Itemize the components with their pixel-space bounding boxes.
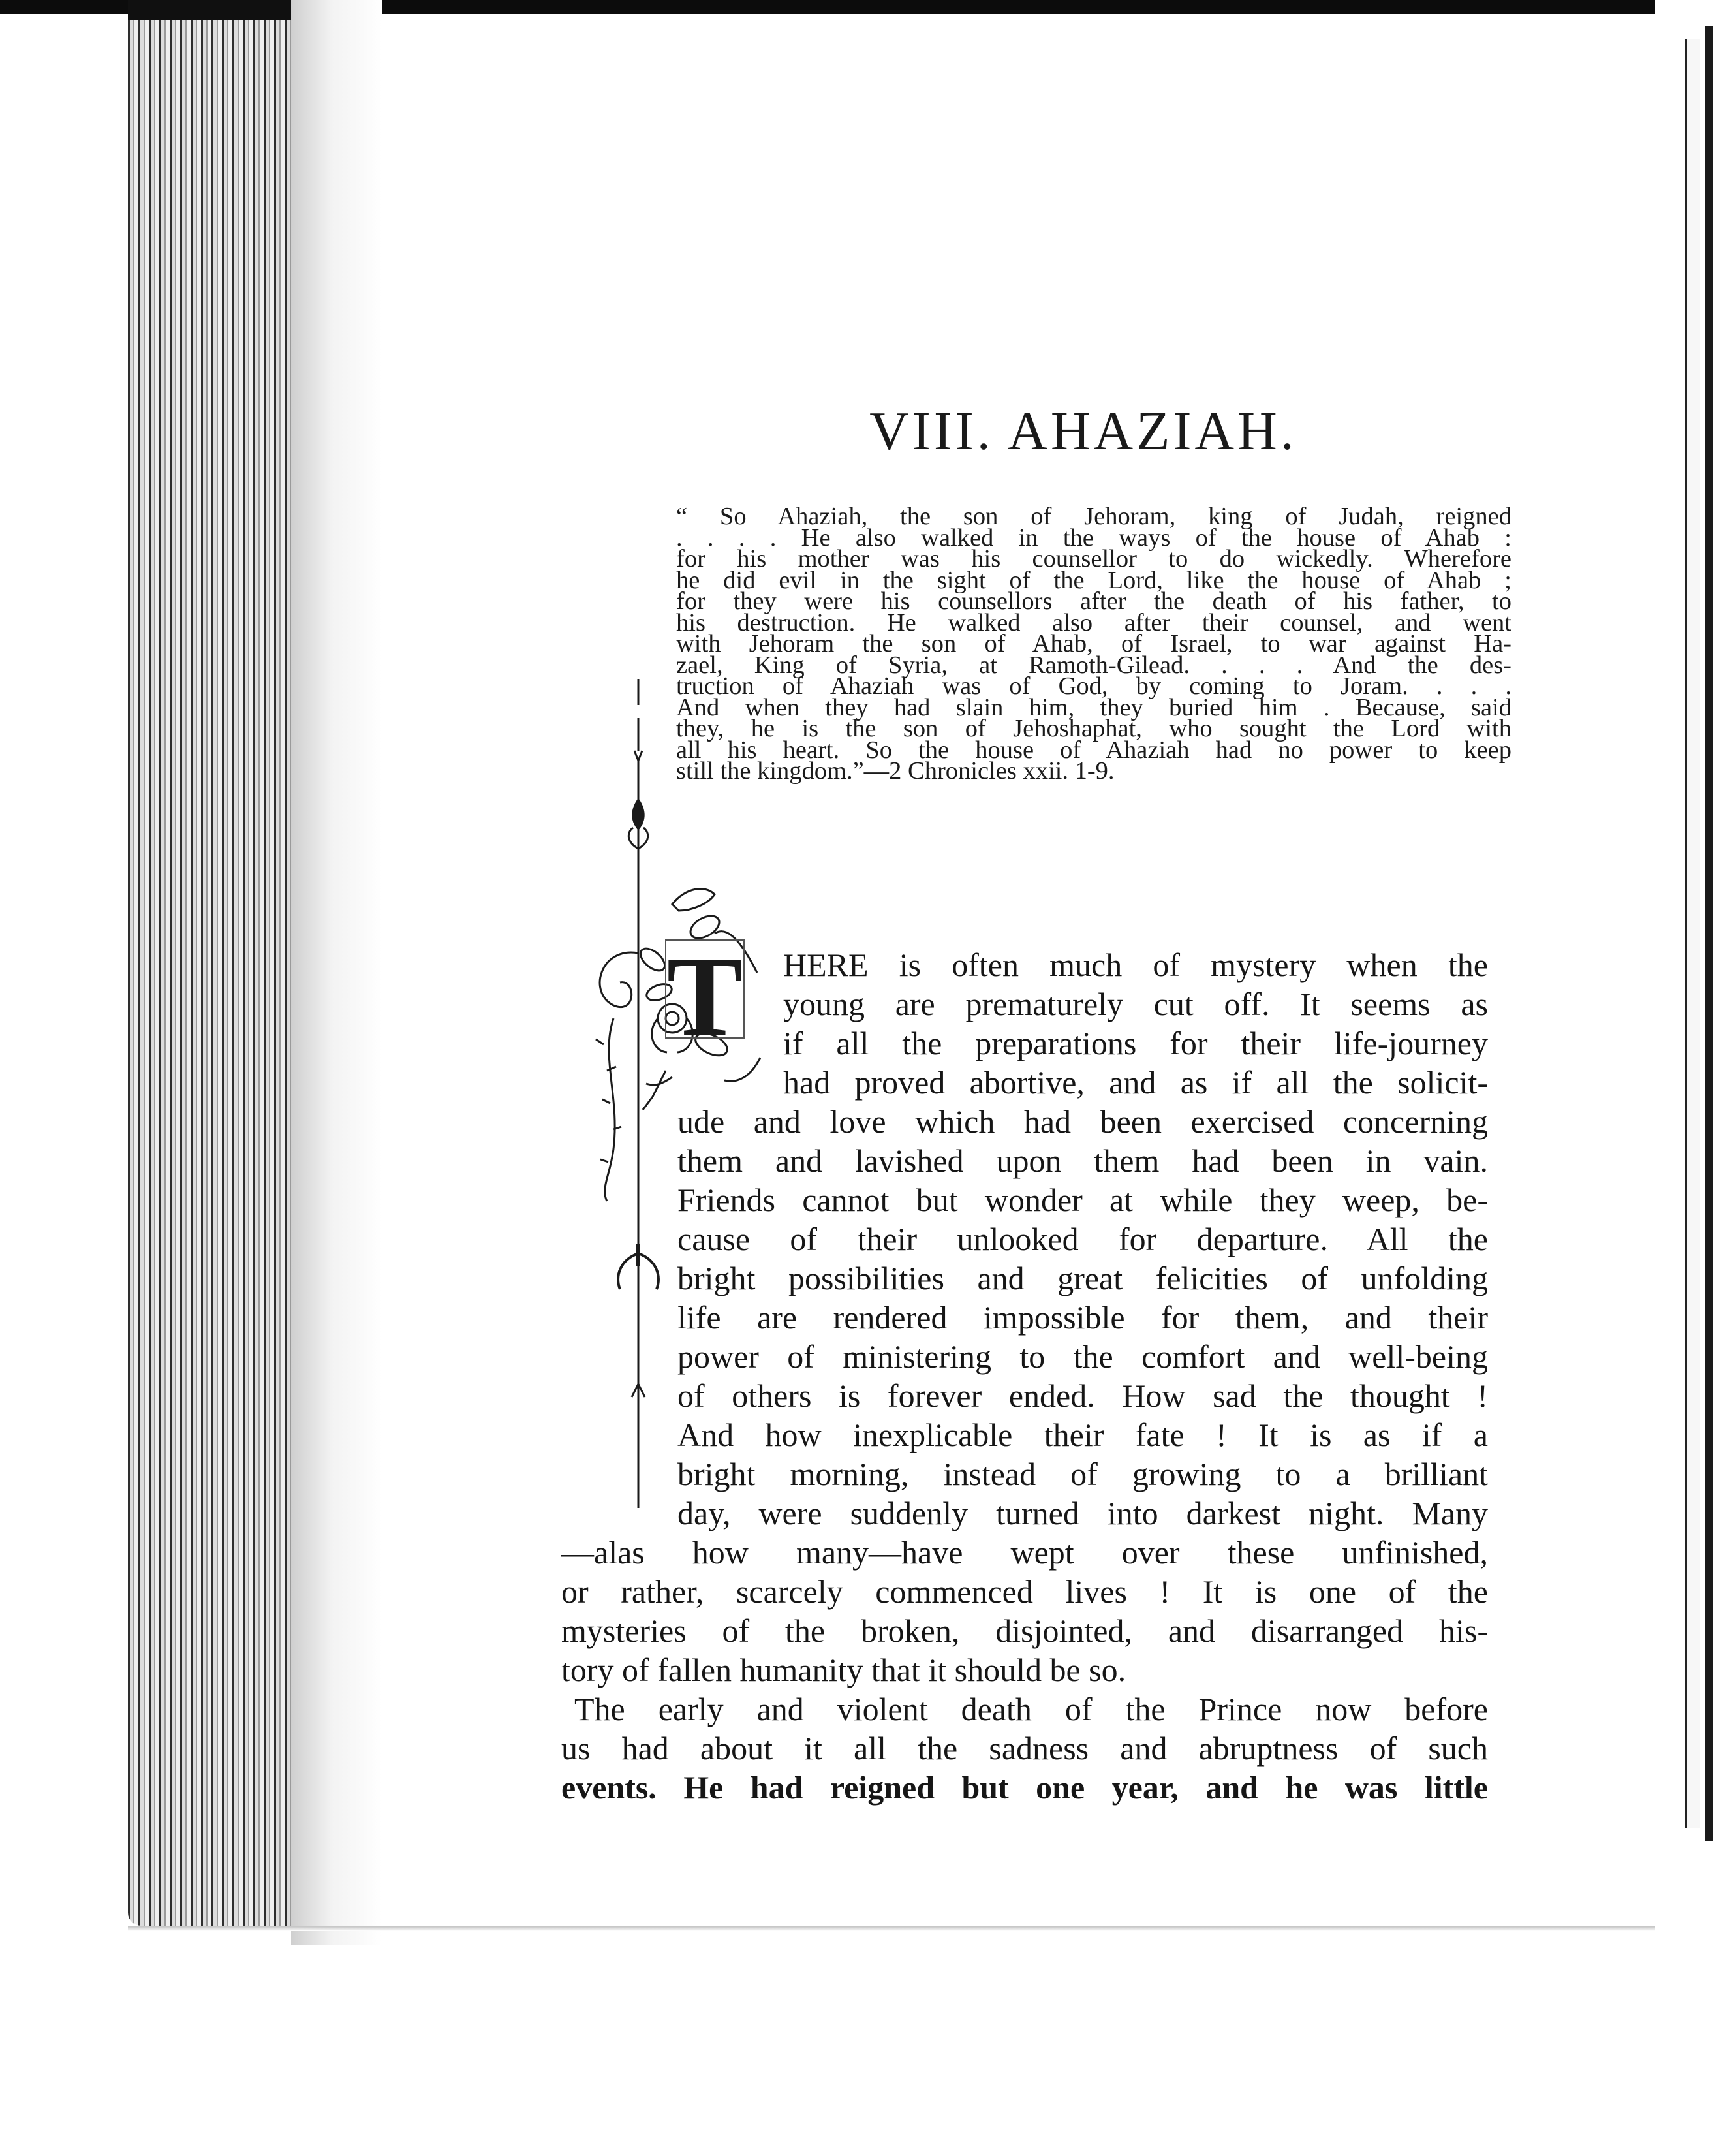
epigraph-line: with Jehoram the son of Ahab, of Israel, to war against Ha- <box>676 630 1511 657</box>
body-line: And how inexplicable their fate ! It is as if a <box>677 1417 1488 1453</box>
epigraph-line: he did evil in the sight of the Lord, like the house of Ahab ; <box>676 566 1511 594</box>
body-line: bright morning, instead of growing to a brilliant <box>677 1456 1488 1492</box>
body-line: mysteries of the broken, disjointed, and disarranged his- <box>561 1612 1488 1649</box>
epigraph-line: his destruction. He walked also after their counsel, and went <box>676 608 1511 636</box>
body-line: life are rendered impossible for them, and their <box>677 1299 1488 1336</box>
chapter-title: VIII. AHAZIAH. <box>869 401 1297 462</box>
scan-right-border <box>1705 26 1713 1841</box>
epigraph-line: “ So Ahaziah, the son of Jehoram, king of Judah, reigned <box>676 503 1511 530</box>
body-line: —alas how many—have wept over these unfinished, <box>561 1534 1488 1571</box>
page-bottom-shadow <box>128 1926 1655 1931</box>
epigraph-line: truction of Ahaziah was of God, by coming to Joram. . . . <box>676 672 1511 700</box>
body-line: events. He had reigned but one year, and he was little <box>561 1769 1488 1806</box>
page-stack-edges <box>128 0 291 1926</box>
epigraph-line: for they were his counsellors after the death of his father, to <box>676 588 1511 615</box>
body-line: Friends cannot but wonder at while they weep, be- <box>677 1182 1488 1218</box>
body-line: if all the preparations for their life-journey <box>783 1025 1488 1061</box>
epigraph-line: they, he is the son of Jehoshaphat, who sought the Lord with <box>676 715 1511 742</box>
epigraph-line: for his mother was his counsellor to do wickedly. Wherefore <box>676 545 1511 573</box>
drop-cap-letter: T <box>666 933 743 1060</box>
body-line: or rather, scarcely commenced lives ! It is one of the <box>561 1573 1488 1610</box>
body-line: bright possibilities and great felicities of unfolding <box>677 1260 1488 1296</box>
body-line: The early and violent death of the Prince now before <box>574 1691 1488 1727</box>
epigraph-line: zael, King of Syria, at Ramoth-Gilead. . . . And the des- <box>676 651 1511 679</box>
body-line: them and lavished upon them had been in vain. <box>677 1142 1488 1179</box>
body-line: day, were suddenly turned into darkest night. Many <box>677 1495 1488 1531</box>
epigraph-line: And when they had slain him, they buried him . Because, said <box>676 693 1511 721</box>
epigraph-line: . . . . He also walked in the ways of the house of Ahab : <box>676 524 1511 552</box>
epigraph-line: still the kingdom.”—2 Chronicles xxii. 1-9. <box>676 757 1115 785</box>
facing-page-edge <box>1685 39 1700 1828</box>
body-line: cause of their unlooked for departure. All the <box>677 1221 1488 1257</box>
binding-shadow <box>291 0 382 1945</box>
body-line: HERE is often much of mystery when the <box>783 947 1488 983</box>
body-line: had proved abortive, and as if all the solicit- <box>783 1064 1488 1101</box>
epigraph <box>676 503 1511 785</box>
body-line: young are prematurely cut off. It seems as <box>783 986 1488 1022</box>
body-text <box>561 945 1488 1807</box>
body-line: of others is forever ended. How sad the thought ! <box>677 1377 1488 1414</box>
body-line: ude and love which had been exercised concerning <box>677 1103 1488 1140</box>
body-line: tory of fallen humanity that it should be so. <box>561 1652 1126 1688</box>
body-line: us had about it all the sadness and abruptness of such <box>561 1730 1488 1767</box>
epigraph-line: all his heart. So the house of Ahaziah had no power to keep <box>676 736 1511 764</box>
body-line: power of ministering to the comfort and well-being <box>677 1338 1488 1375</box>
